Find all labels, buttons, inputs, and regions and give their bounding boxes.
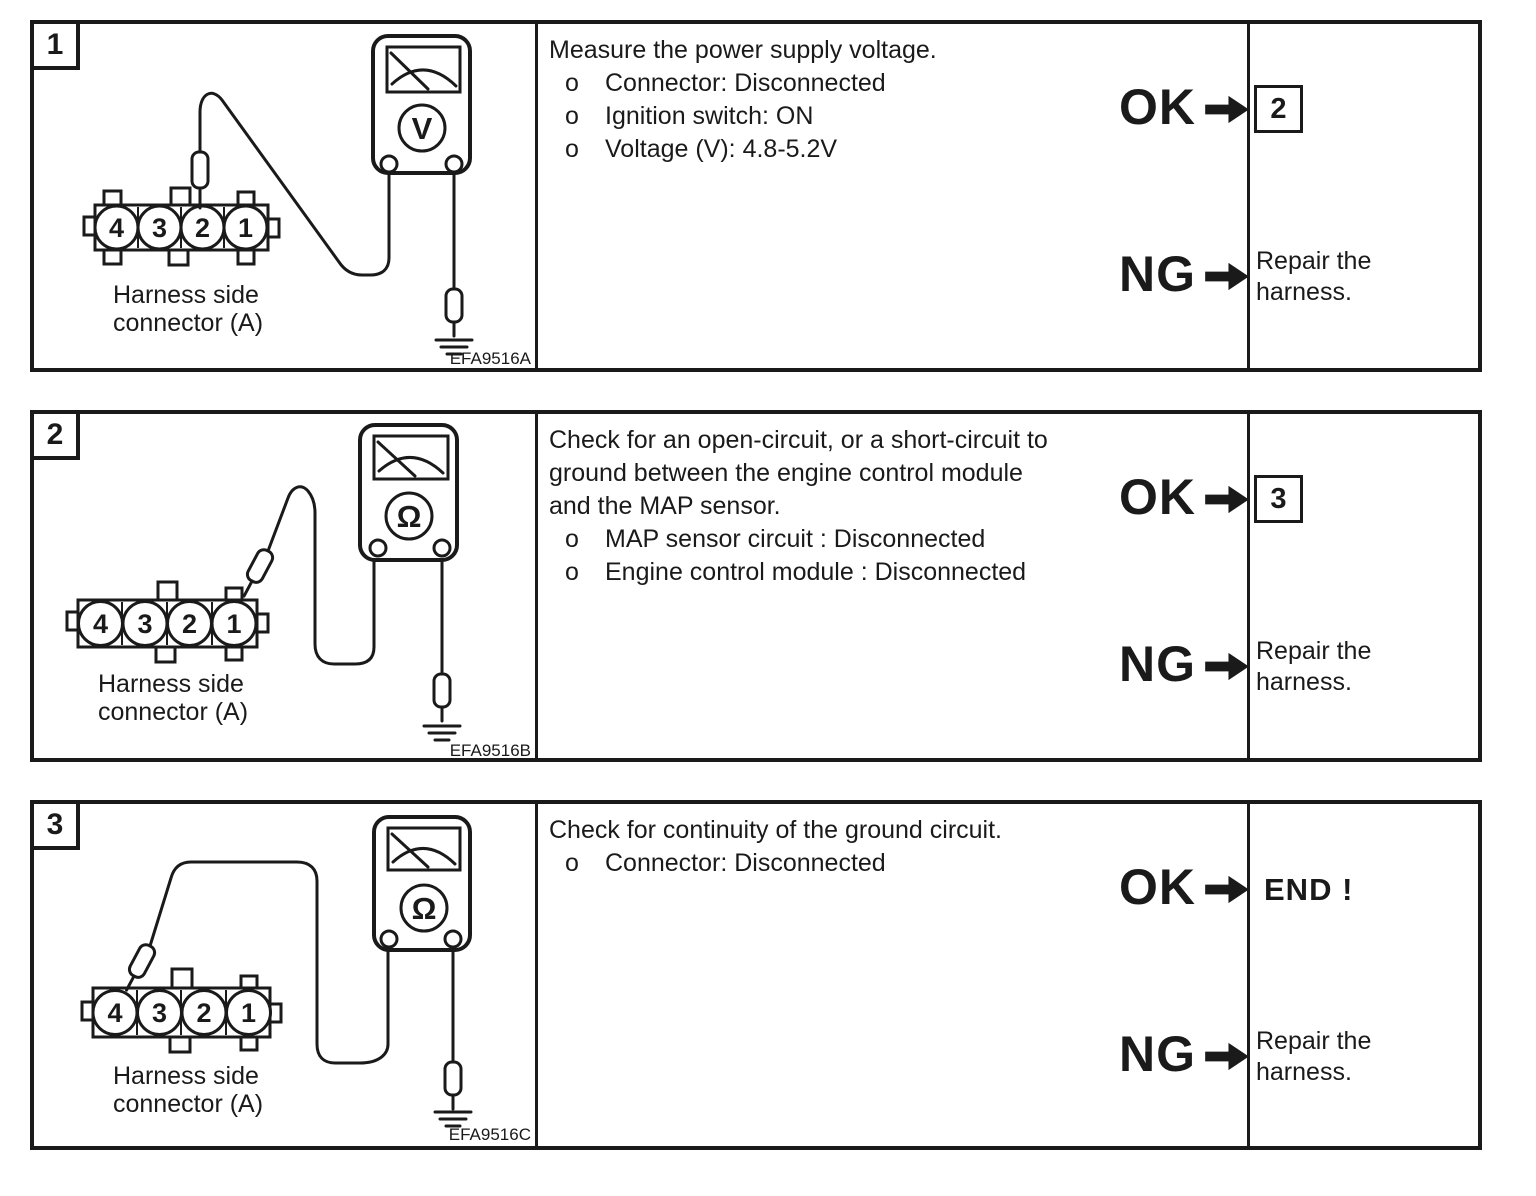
bullet-text: Voltage (V): 4.8-5.2V — [605, 135, 838, 163]
ng-verdict-row — [1034, 636, 1250, 692]
figure-code: EFA9516A — [449, 349, 531, 368]
connector-label: Harness side — [113, 281, 259, 309]
pin-number: 4 — [108, 213, 125, 243]
ng-label: NG — [1119, 1026, 1196, 1082]
multimeter — [374, 817, 470, 950]
bullet-text: Connector: Disconnected — [605, 849, 886, 877]
instruction-bullet — [549, 100, 937, 133]
diagram-open-short-test — [34, 414, 535, 758]
meter-terminal — [434, 540, 450, 556]
ng-result-text: Repair the harness. — [1256, 247, 1372, 306]
ok-label: OK — [1119, 79, 1196, 135]
right-arrow-icon — [1205, 1040, 1250, 1073]
pin-number: 1 — [240, 998, 257, 1028]
instruction-line: Measure the power supply voltage. — [549, 36, 937, 64]
column-divider — [1247, 804, 1250, 1146]
instruction-bullet — [549, 67, 937, 100]
ground-symbol — [435, 1112, 471, 1126]
pin-number: 2 — [181, 609, 198, 639]
instruction-block — [545, 34, 937, 166]
column-divider — [1247, 24, 1250, 368]
meter-terminal — [381, 931, 397, 947]
ng-verdict-row — [1034, 1026, 1250, 1082]
bullet-text: Ignition switch: ON — [605, 102, 814, 130]
connector-label: connector (A) — [113, 1090, 264, 1118]
diagram-voltage-test — [34, 24, 535, 368]
step-number-box — [30, 20, 80, 70]
ground-symbol — [424, 726, 460, 740]
meter-terminal — [445, 931, 461, 947]
pin-number: 4 — [107, 998, 123, 1028]
pin-number: 3 — [151, 213, 168, 243]
ok-verdict-row — [1034, 469, 1250, 525]
step-2-panel — [30, 410, 1482, 762]
instruction-line: and the MAP sensor. — [549, 492, 781, 520]
right-arrow-icon — [1205, 650, 1250, 683]
right-arrow-icon — [1205, 873, 1250, 906]
meter-symbol: V — [411, 111, 433, 146]
column-divider — [1247, 414, 1250, 758]
ok-result-step-box: 3 — [1254, 475, 1303, 523]
diagram-continuity-test — [34, 804, 535, 1146]
ground-probe — [434, 674, 450, 721]
ground-probe — [446, 289, 462, 336]
instruction-line: ground between the engine control module — [549, 459, 1023, 487]
pin-number: 1 — [237, 213, 254, 243]
ng-label: NG — [1119, 636, 1196, 692]
ok-result-text: END ! — [1264, 872, 1354, 907]
harness-connector — [82, 969, 281, 1052]
step-number-box — [30, 410, 80, 460]
pin-number: 2 — [196, 998, 212, 1028]
figure-code: EFA9516B — [449, 741, 531, 758]
bullet-marker: o — [565, 525, 579, 553]
test-probe — [119, 942, 157, 994]
step-number: 2 — [46, 418, 64, 451]
harness-connector — [67, 582, 268, 662]
instruction-bullet — [549, 133, 937, 166]
ok-verdict-row — [1034, 859, 1250, 915]
step-number: 3 — [46, 808, 64, 841]
ok-result-step-box: 2 — [1254, 85, 1303, 133]
pin-number: 3 — [137, 609, 153, 639]
instruction-line: Check for an open-circuit, or a short-circuit to — [549, 426, 1048, 454]
bullet-marker: o — [565, 69, 579, 97]
instruction-bullet — [549, 556, 1048, 589]
bullet-marker: o — [565, 135, 579, 163]
step-number: 1 — [46, 28, 64, 61]
meter-symbol: Ω — [396, 499, 422, 534]
column-divider — [535, 24, 538, 368]
connector-label: Harness side — [113, 1062, 259, 1090]
ok-label: OK — [1119, 859, 1196, 915]
right-arrow-icon — [1205, 93, 1250, 126]
ng-result-text: Repair the harness. — [1256, 1027, 1372, 1086]
pin-number: 2 — [194, 213, 211, 243]
instruction-block — [545, 814, 1002, 880]
connector-label: connector (A) — [98, 698, 249, 726]
ok-label: OK — [1119, 469, 1196, 525]
step-3-panel — [30, 800, 1482, 1150]
multimeter — [373, 36, 470, 173]
step-1-panel — [30, 20, 1482, 372]
instruction-bullet — [549, 523, 1048, 556]
harness-connector — [84, 188, 279, 265]
connector-label: Harness side — [98, 670, 244, 698]
ground-probe — [445, 1062, 461, 1109]
instruction-line: Check for continuity of the ground circuit. — [549, 816, 1003, 844]
bullet-text: Connector: Disconnected — [605, 69, 886, 97]
instruction-block — [545, 424, 1048, 589]
bullet-marker: o — [565, 849, 579, 877]
pin-number: 1 — [226, 609, 242, 639]
pin-number: 3 — [151, 998, 168, 1028]
bullet-text: Engine control module : Disconnected — [605, 558, 1027, 586]
column-divider — [535, 414, 538, 758]
multimeter — [360, 425, 457, 560]
column-divider — [535, 804, 538, 1146]
test-probe — [192, 152, 208, 208]
meter-terminal — [446, 156, 462, 172]
right-arrow-icon — [1205, 260, 1250, 293]
step-number-box — [30, 800, 80, 850]
bullet-marker: o — [565, 102, 579, 130]
meter-terminal — [370, 540, 386, 556]
ng-verdict-row — [1034, 246, 1250, 302]
ok-verdict-row — [1034, 79, 1250, 135]
bullet-text: MAP sensor circuit : Disconnected — [605, 525, 986, 553]
meter-symbol: Ω — [411, 891, 437, 926]
right-arrow-icon — [1205, 483, 1250, 516]
pin-number: 4 — [92, 609, 109, 639]
connector-label: connector (A) — [113, 309, 264, 337]
ng-label: NG — [1119, 246, 1196, 302]
meter-terminal — [381, 156, 397, 172]
figure-code: EFA9516C — [448, 1125, 531, 1144]
instruction-bullet — [549, 847, 1002, 880]
bullet-marker: o — [565, 558, 579, 586]
ng-result-text: Repair the harness. — [1256, 637, 1372, 696]
